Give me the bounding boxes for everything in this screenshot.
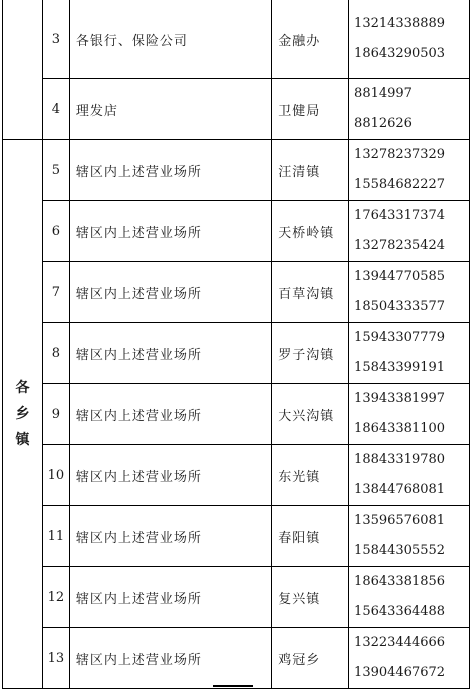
table-row — [3, 445, 470, 506]
place-cell: 辖区内上述营业场所 — [69, 445, 271, 506]
group-label-char: 镇 — [15, 432, 30, 448]
row-number: 4 — [42, 79, 69, 140]
group-label-char: 乡 — [15, 406, 30, 422]
phone-cell — [349, 140, 470, 201]
row-number: 12 — [42, 567, 69, 628]
place-cell: 辖区内上述营业场所 — [69, 384, 271, 445]
table-row — [3, 79, 470, 140]
phone-number: 8812626 — [354, 116, 412, 131]
row-number: 8 — [42, 323, 69, 384]
phone-number: 18643381100 — [354, 421, 446, 436]
phone-cell — [349, 384, 470, 445]
table-row — [3, 506, 470, 567]
phone-number: 15843399191 — [354, 360, 446, 375]
row-number: 3 — [42, 0, 69, 79]
table-row — [3, 567, 470, 628]
phone-number: 13278237329 — [354, 147, 446, 162]
table-row — [3, 201, 470, 262]
phone-number: 13214338889 — [354, 16, 446, 31]
row-number: 11 — [42, 506, 69, 567]
unit-cell: 罗子沟镇 — [272, 323, 349, 384]
row-number: 10 — [42, 445, 69, 506]
phone-number: 15943307779 — [354, 330, 446, 345]
row-number: 5 — [42, 140, 69, 201]
table-row — [3, 262, 470, 323]
group-cell-top — [3, 0, 43, 140]
phone-number: 13596576081 — [354, 513, 446, 528]
phone-number: 15584682227 — [354, 177, 446, 192]
unit-cell: 汪清镇 — [272, 140, 349, 201]
unit-cell: 复兴镇 — [272, 567, 349, 628]
phone-cell — [349, 201, 470, 262]
phone-number: 18643381856 — [354, 574, 446, 589]
unit-cell: 春阳镇 — [272, 506, 349, 567]
place-cell: 理发店 — [69, 79, 271, 140]
township-group-label — [3, 140, 43, 689]
row-number: 9 — [42, 384, 69, 445]
phone-number: 13943381997 — [354, 391, 446, 406]
place-cell: 辖区内上述营业场所 — [69, 140, 271, 201]
place-cell: 辖区内上述营业场所 — [69, 506, 271, 567]
phone-number: 13944770585 — [354, 269, 446, 284]
phone-cell — [349, 628, 470, 689]
phone-cell — [349, 567, 470, 628]
place-cell: 辖区内上述营业场所 — [69, 628, 271, 689]
row-number: 7 — [42, 262, 69, 323]
unit-cell: 卫健局 — [272, 79, 349, 140]
phone-number: 13904467672 — [354, 665, 446, 680]
phone-number: 13278235424 — [354, 238, 446, 253]
phone-number: 13844768081 — [354, 482, 446, 497]
unit-cell: 百草沟镇 — [272, 262, 349, 323]
unit-cell: 金融办 — [272, 0, 349, 79]
table-row — [3, 628, 470, 689]
table-row — [3, 323, 470, 384]
phone-cell — [349, 79, 470, 140]
phone-number: 17643317374 — [354, 208, 446, 223]
phone-number: 8814997 — [354, 86, 412, 101]
unit-cell: 天桥岭镇 — [272, 201, 349, 262]
place-cell: 辖区内上述营业场所 — [69, 323, 271, 384]
place-cell: 辖区内上述营业场所 — [69, 262, 271, 323]
contact-table — [2, 0, 470, 689]
row-number: 6 — [42, 201, 69, 262]
phone-number: 13223444666 — [354, 635, 446, 650]
phone-cell — [349, 0, 470, 79]
phone-cell — [349, 445, 470, 506]
unit-cell: 东光镇 — [272, 445, 349, 506]
table-row — [3, 0, 470, 79]
phone-number: 18843319780 — [354, 452, 446, 467]
phone-number: 18643290503 — [354, 46, 446, 61]
phone-number: 15643364488 — [354, 604, 446, 619]
place-cell: 辖区内上述营业场所 — [69, 201, 271, 262]
group-label-char: 各 — [15, 380, 30, 396]
phone-cell — [349, 262, 470, 323]
unit-cell: 鸡冠乡 — [272, 628, 349, 689]
phone-cell — [349, 506, 470, 567]
table-row — [3, 140, 470, 201]
place-cell: 辖区内上述营业场所 — [69, 567, 271, 628]
phone-cell — [349, 323, 470, 384]
phone-number: 15844305552 — [354, 543, 446, 558]
phone-number: 18504333577 — [354, 299, 446, 314]
place-cell: 各银行、保险公司 — [69, 0, 271, 79]
table-row — [3, 384, 470, 445]
unit-cell: 大兴沟镇 — [272, 384, 349, 445]
row-number: 13 — [42, 628, 69, 689]
